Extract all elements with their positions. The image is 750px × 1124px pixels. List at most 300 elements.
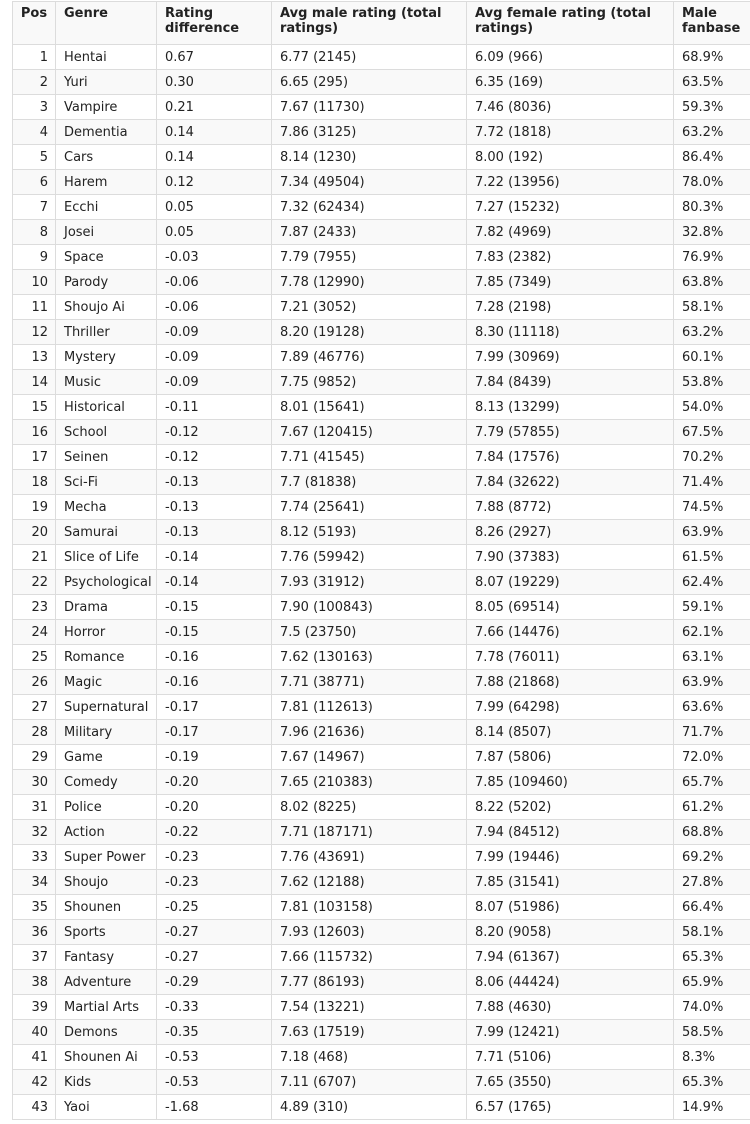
cell-rating-difference: -0.27 [157,920,272,945]
header-rating-difference[interactable]: Rating difference [157,2,272,45]
cell-pos: 21 [13,545,56,570]
cell-rating-difference: -0.09 [157,345,272,370]
cell-genre: Drama [56,595,157,620]
cell-genre: Vampire [56,95,157,120]
cell-genre: Sci-Fi [56,470,157,495]
cell-avg-male-rating: 7.18 (468) [272,1045,467,1070]
table-row [13,420,750,445]
cell-avg-male-rating: 8.01 (15641) [272,395,467,420]
cell-pos: 8 [13,220,56,245]
header-avg-female-rating[interactable]: Avg female rating (total ratings) [467,2,674,45]
cell-avg-female-rating: 7.88 (4630) [467,995,674,1020]
cell-genre: Psychological [56,570,157,595]
cell-avg-female-rating: 7.66 (14476) [467,620,674,645]
cell-pos: 10 [13,270,56,295]
cell-rating-difference: -0.13 [157,520,272,545]
cell-pos: 15 [13,395,56,420]
cell-rating-difference: 0.05 [157,220,272,245]
cell-avg-male-rating: 7.21 (3052) [272,295,467,320]
cell-male-fanbase: 59.1% [674,595,750,620]
cell-genre: Shounen Ai [56,1045,157,1070]
table-row [13,345,750,370]
cell-rating-difference: -0.16 [157,670,272,695]
cell-male-fanbase: 65.3% [674,945,750,970]
cell-avg-female-rating: 6.57 (1765) [467,1095,674,1120]
cell-avg-male-rating: 8.12 (5193) [272,520,467,545]
cell-male-fanbase: 63.1% [674,645,750,670]
cell-male-fanbase: 65.7% [674,770,750,795]
cell-rating-difference: 0.30 [157,70,272,95]
cell-genre: Super Power [56,845,157,870]
cell-male-fanbase: 78.0% [674,170,750,195]
header-avg-male-rating[interactable]: Avg male rating (total ratings) [272,2,467,45]
table-row [13,270,750,295]
cell-avg-female-rating: 8.00 (192) [467,145,674,170]
cell-male-fanbase: 61.2% [674,795,750,820]
cell-pos: 28 [13,720,56,745]
cell-avg-female-rating: 7.72 (1818) [467,120,674,145]
cell-male-fanbase: 58.1% [674,920,750,945]
cell-male-fanbase: 69.2% [674,845,750,870]
cell-pos: 36 [13,920,56,945]
cell-genre: Ecchi [56,195,157,220]
cell-avg-male-rating: 7.7 (81838) [272,470,467,495]
cell-rating-difference: -0.11 [157,395,272,420]
cell-avg-male-rating: 7.79 (7955) [272,245,467,270]
cell-male-fanbase: 62.4% [674,570,750,595]
cell-male-fanbase: 63.2% [674,120,750,145]
table-row [13,45,750,70]
table-row [13,145,750,170]
cell-male-fanbase: 14.9% [674,1095,750,1120]
cell-genre: Shoujo [56,870,157,895]
cell-avg-female-rating: 7.84 (17576) [467,445,674,470]
cell-genre: Supernatural [56,695,157,720]
cell-pos: 43 [13,1095,56,1120]
cell-genre: Action [56,820,157,845]
cell-rating-difference: -0.16 [157,645,272,670]
cell-avg-male-rating: 7.71 (41545) [272,445,467,470]
table-row [13,695,750,720]
cell-rating-difference: -1.68 [157,1095,272,1120]
cell-rating-difference: -0.15 [157,620,272,645]
cell-genre: Cars [56,145,157,170]
table-header [13,2,750,45]
cell-genre: Music [56,370,157,395]
cell-pos: 27 [13,695,56,720]
cell-pos: 1 [13,45,56,70]
cell-pos: 34 [13,870,56,895]
cell-avg-female-rating: 7.94 (84512) [467,820,674,845]
cell-rating-difference: -0.09 [157,370,272,395]
cell-male-fanbase: 58.5% [674,1020,750,1045]
cell-avg-male-rating: 7.96 (21636) [272,720,467,745]
table-row [13,70,750,95]
cell-rating-difference: -0.13 [157,495,272,520]
cell-genre: School [56,420,157,445]
cell-genre: Space [56,245,157,270]
table-row [13,295,750,320]
cell-male-fanbase: 62.1% [674,620,750,645]
cell-male-fanbase: 67.5% [674,420,750,445]
cell-avg-female-rating: 7.94 (61367) [467,945,674,970]
cell-male-fanbase: 72.0% [674,745,750,770]
cell-genre: Hentai [56,45,157,70]
cell-avg-female-rating: 7.88 (8772) [467,495,674,520]
cell-avg-male-rating: 7.62 (12188) [272,870,467,895]
cell-avg-male-rating: 8.14 (1230) [272,145,467,170]
table-row [13,320,750,345]
cell-male-fanbase: 60.1% [674,345,750,370]
cell-avg-male-rating: 7.77 (86193) [272,970,467,995]
cell-genre: Kids [56,1070,157,1095]
cell-avg-female-rating: 7.79 (57855) [467,420,674,445]
cell-avg-male-rating: 7.93 (31912) [272,570,467,595]
table-row [13,220,750,245]
cell-genre: Romance [56,645,157,670]
cell-avg-female-rating: 6.35 (169) [467,70,674,95]
cell-genre: Demons [56,1020,157,1045]
table-row [13,820,750,845]
cell-rating-difference: -0.53 [157,1045,272,1070]
cell-male-fanbase: 32.8% [674,220,750,245]
cell-avg-male-rating: 6.77 (2145) [272,45,467,70]
table-row [13,895,750,920]
cell-avg-male-rating: 7.67 (14967) [272,745,467,770]
cell-genre: Josei [56,220,157,245]
cell-rating-difference: -0.17 [157,695,272,720]
cell-genre: Samurai [56,520,157,545]
cell-avg-male-rating: 7.34 (49504) [272,170,467,195]
cell-genre: Historical [56,395,157,420]
cell-avg-male-rating: 7.62 (130163) [272,645,467,670]
cell-genre: Martial Arts [56,995,157,1020]
cell-male-fanbase: 63.6% [674,695,750,720]
cell-rating-difference: -0.29 [157,970,272,995]
cell-avg-female-rating: 7.85 (7349) [467,270,674,295]
table-row [13,445,750,470]
cell-avg-male-rating: 7.63 (17519) [272,1020,467,1045]
cell-pos: 23 [13,595,56,620]
cell-avg-female-rating: 7.65 (3550) [467,1070,674,1095]
table-row [13,870,750,895]
cell-pos: 24 [13,620,56,645]
cell-avg-female-rating: 7.90 (37383) [467,545,674,570]
cell-avg-male-rating: 7.74 (25641) [272,495,467,520]
cell-pos: 19 [13,495,56,520]
table-row [13,920,750,945]
header-male-fanbase[interactable]: Male fanbase [674,2,750,45]
cell-male-fanbase: 71.4% [674,470,750,495]
table-row [13,245,750,270]
cell-pos: 12 [13,320,56,345]
table-row [13,1045,750,1070]
cell-genre: Dementia [56,120,157,145]
cell-avg-male-rating: 7.81 (112613) [272,695,467,720]
cell-rating-difference: -0.35 [157,1020,272,1045]
table-row [13,745,750,770]
cell-pos: 42 [13,1070,56,1095]
table-row [13,370,750,395]
table-row [13,195,750,220]
cell-rating-difference: -0.20 [157,795,272,820]
table-row [13,495,750,520]
cell-avg-male-rating: 7.71 (38771) [272,670,467,695]
cell-pos: 17 [13,445,56,470]
cell-rating-difference: -0.20 [157,770,272,795]
cell-genre: Mecha [56,495,157,520]
cell-avg-female-rating: 8.22 (5202) [467,795,674,820]
cell-rating-difference: -0.12 [157,445,272,470]
cell-pos: 13 [13,345,56,370]
cell-male-fanbase: 59.3% [674,95,750,120]
cell-avg-female-rating: 7.27 (15232) [467,195,674,220]
cell-rating-difference: 0.14 [157,145,272,170]
cell-male-fanbase: 74.5% [674,495,750,520]
cell-avg-female-rating: 8.14 (8507) [467,720,674,745]
cell-pos: 33 [13,845,56,870]
cell-male-fanbase: 68.9% [674,45,750,70]
cell-pos: 26 [13,670,56,695]
header-genre[interactable]: Genre [56,2,157,45]
table-row [13,670,750,695]
cell-genre: Thriller [56,320,157,345]
cell-rating-difference: -0.27 [157,945,272,970]
cell-male-fanbase: 66.4% [674,895,750,920]
cell-male-fanbase: 65.3% [674,1070,750,1095]
cell-avg-male-rating: 7.76 (59942) [272,545,467,570]
cell-rating-difference: -0.53 [157,1070,272,1095]
cell-pos: 7 [13,195,56,220]
cell-genre: Police [56,795,157,820]
cell-genre: Parody [56,270,157,295]
table-row [13,395,750,420]
cell-avg-female-rating: 8.30 (11118) [467,320,674,345]
cell-avg-female-rating: 7.46 (8036) [467,95,674,120]
table-row [13,1020,750,1045]
table-row [13,995,750,1020]
cell-rating-difference: -0.12 [157,420,272,445]
cell-genre: Shoujo Ai [56,295,157,320]
cell-pos: 11 [13,295,56,320]
cell-avg-male-rating: 7.86 (3125) [272,120,467,145]
header-pos[interactable]: Pos [13,2,56,45]
cell-avg-male-rating: 6.65 (295) [272,70,467,95]
cell-avg-female-rating: 7.83 (2382) [467,245,674,270]
cell-avg-male-rating: 7.87 (2433) [272,220,467,245]
cell-pos: 2 [13,70,56,95]
cell-pos: 35 [13,895,56,920]
cell-male-fanbase: 54.0% [674,395,750,420]
table-row [13,470,750,495]
cell-avg-female-rating: 8.20 (9058) [467,920,674,945]
cell-avg-male-rating: 7.11 (6707) [272,1070,467,1095]
cell-avg-female-rating: 7.84 (8439) [467,370,674,395]
cell-rating-difference: -0.09 [157,320,272,345]
cell-avg-female-rating: 8.13 (13299) [467,395,674,420]
cell-genre: Fantasy [56,945,157,970]
table-row [13,1070,750,1095]
cell-male-fanbase: 74.0% [674,995,750,1020]
cell-avg-female-rating: 7.28 (2198) [467,295,674,320]
cell-avg-female-rating: 7.78 (76011) [467,645,674,670]
cell-male-fanbase: 63.2% [674,320,750,345]
cell-pos: 41 [13,1045,56,1070]
cell-genre: Horror [56,620,157,645]
cell-genre: Comedy [56,770,157,795]
cell-genre: Adventure [56,970,157,995]
cell-avg-male-rating: 7.65 (210383) [272,770,467,795]
cell-avg-female-rating: 7.82 (4969) [467,220,674,245]
cell-avg-female-rating: 7.85 (109460) [467,770,674,795]
cell-avg-male-rating: 8.02 (8225) [272,795,467,820]
cell-rating-difference: 0.14 [157,120,272,145]
cell-genre: Military [56,720,157,745]
table-row [13,1095,750,1120]
cell-male-fanbase: 68.8% [674,820,750,845]
cell-pos: 40 [13,1020,56,1045]
cell-avg-male-rating: 7.66 (115732) [272,945,467,970]
cell-male-fanbase: 71.7% [674,720,750,745]
cell-avg-female-rating: 7.84 (32622) [467,470,674,495]
table-row [13,520,750,545]
cell-genre: Mystery [56,345,157,370]
cell-rating-difference: -0.17 [157,720,272,745]
cell-avg-female-rating: 6.09 (966) [467,45,674,70]
cell-pos: 25 [13,645,56,670]
cell-genre: Shounen [56,895,157,920]
cell-pos: 22 [13,570,56,595]
table-row [13,620,750,645]
cell-avg-female-rating: 7.99 (12421) [467,1020,674,1045]
cell-pos: 20 [13,520,56,545]
cell-avg-female-rating: 8.05 (69514) [467,595,674,620]
cell-avg-female-rating: 8.26 (2927) [467,520,674,545]
cell-pos: 29 [13,745,56,770]
table-row [13,95,750,120]
cell-avg-male-rating: 7.78 (12990) [272,270,467,295]
cell-pos: 16 [13,420,56,445]
cell-rating-difference: -0.14 [157,545,272,570]
cell-genre: Yaoi [56,1095,157,1120]
cell-avg-female-rating: 7.88 (21868) [467,670,674,695]
cell-rating-difference: -0.14 [157,570,272,595]
cell-genre: Sports [56,920,157,945]
cell-avg-female-rating: 7.22 (13956) [467,170,674,195]
cell-avg-male-rating: 7.5 (23750) [272,620,467,645]
cell-pos: 31 [13,795,56,820]
table-row [13,845,750,870]
cell-genre: Slice of Life [56,545,157,570]
cell-avg-female-rating: 8.07 (19229) [467,570,674,595]
table-row [13,570,750,595]
cell-genre: Game [56,745,157,770]
cell-rating-difference: -0.03 [157,245,272,270]
cell-avg-female-rating: 8.06 (44424) [467,970,674,995]
table-row [13,770,750,795]
cell-rating-difference: 0.21 [157,95,272,120]
table-row [13,720,750,745]
cell-avg-male-rating: 7.67 (120415) [272,420,467,445]
cell-rating-difference: -0.33 [157,995,272,1020]
cell-avg-male-rating: 7.54 (13221) [272,995,467,1020]
cell-avg-male-rating: 7.67 (11730) [272,95,467,120]
cell-avg-female-rating: 7.71 (5106) [467,1045,674,1070]
cell-rating-difference: -0.23 [157,870,272,895]
cell-male-fanbase: 86.4% [674,145,750,170]
cell-pos: 4 [13,120,56,145]
table-row [13,545,750,570]
cell-rating-difference: -0.22 [157,820,272,845]
cell-rating-difference: 0.05 [157,195,272,220]
table-row [13,795,750,820]
cell-avg-female-rating: 7.99 (64298) [467,695,674,720]
cell-avg-male-rating: 7.32 (62434) [272,195,467,220]
table-row [13,645,750,670]
cell-avg-male-rating: 7.89 (46776) [272,345,467,370]
cell-pos: 18 [13,470,56,495]
cell-pos: 5 [13,145,56,170]
cell-male-fanbase: 63.9% [674,520,750,545]
cell-pos: 38 [13,970,56,995]
cell-pos: 37 [13,945,56,970]
cell-avg-male-rating: 7.76 (43691) [272,845,467,870]
table-row [13,945,750,970]
table-row [13,970,750,995]
cell-genre: Seinen [56,445,157,470]
cell-avg-female-rating: 7.87 (5806) [467,745,674,770]
cell-male-fanbase: 53.8% [674,370,750,395]
cell-avg-male-rating: 4.89 (310) [272,1095,467,1120]
cell-rating-difference: -0.06 [157,270,272,295]
cell-genre: Yuri [56,70,157,95]
table-row [13,170,750,195]
table-body [13,45,750,1120]
cell-pos: 30 [13,770,56,795]
cell-pos: 9 [13,245,56,270]
cell-male-fanbase: 27.8% [674,870,750,895]
cell-avg-male-rating: 7.75 (9852) [272,370,467,395]
cell-avg-female-rating: 7.85 (31541) [467,870,674,895]
cell-rating-difference: -0.23 [157,845,272,870]
cell-male-fanbase: 63.8% [674,270,750,295]
cell-rating-difference: -0.06 [157,295,272,320]
cell-avg-male-rating: 7.93 (12603) [272,920,467,945]
genre-rating-table [12,1,750,1120]
cell-genre: Magic [56,670,157,695]
cell-pos: 3 [13,95,56,120]
cell-avg-female-rating: 8.07 (51986) [467,895,674,920]
cell-genre: Harem [56,170,157,195]
cell-avg-female-rating: 7.99 (19446) [467,845,674,870]
cell-male-fanbase: 76.9% [674,245,750,270]
cell-rating-difference: 0.67 [157,45,272,70]
cell-avg-male-rating: 7.71 (187171) [272,820,467,845]
cell-male-fanbase: 61.5% [674,545,750,570]
cell-male-fanbase: 70.2% [674,445,750,470]
cell-pos: 39 [13,995,56,1020]
cell-male-fanbase: 63.9% [674,670,750,695]
cell-pos: 32 [13,820,56,845]
cell-rating-difference: -0.25 [157,895,272,920]
table-row [13,595,750,620]
cell-male-fanbase: 80.3% [674,195,750,220]
cell-avg-female-rating: 7.99 (30969) [467,345,674,370]
cell-rating-difference: -0.15 [157,595,272,620]
cell-avg-male-rating: 7.90 (100843) [272,595,467,620]
header-row [13,2,750,45]
cell-male-fanbase: 65.9% [674,970,750,995]
